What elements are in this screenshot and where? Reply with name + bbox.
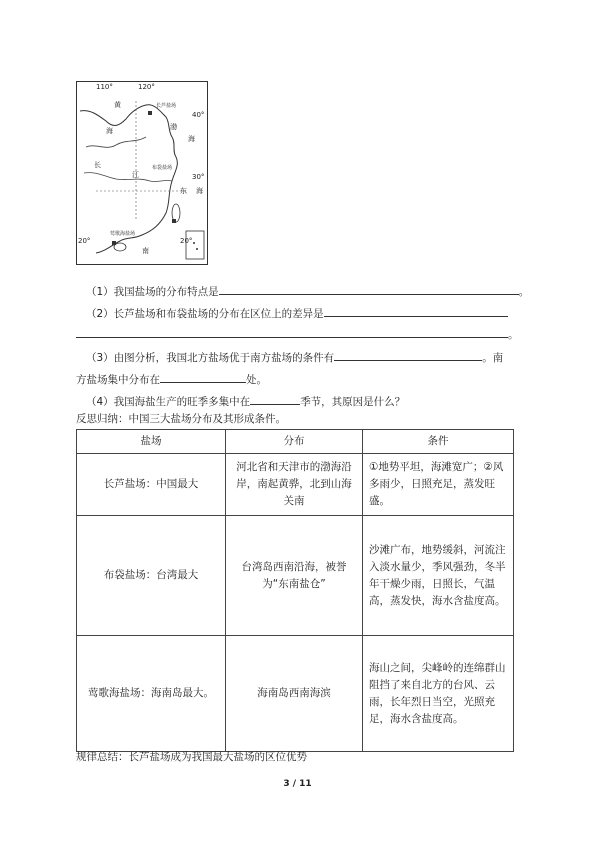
q2-answer-blank-1[interactable] — [324, 305, 508, 317]
page-number: 3 / 11 — [283, 779, 312, 789]
map-label-lat40: 40° — [192, 111, 205, 119]
question-3-cont — [76, 371, 267, 387]
question-2 — [86, 305, 508, 321]
row3-conditions: 海山之间，尖峰岭的连绵群山阻挡了来自北方的台风、云雨，长年烈日当空，光照充足，海水含盐度高。 — [363, 636, 514, 752]
map-label-lon120: 120° — [138, 83, 155, 91]
map-label-nan: 南 — [142, 247, 149, 255]
map-label-chang: 长 — [94, 161, 101, 169]
table-row — [77, 636, 514, 752]
reflection-heading: 反思归纳：中国三大盐场分布及其形成条件。 — [76, 413, 286, 425]
row1-conditions: ①地势平坦，海滩宽广；②风多雨少，日照充足，蒸发旺盛。 — [363, 454, 514, 516]
row1-name: 长芦盐场：中国最大 — [77, 454, 226, 516]
q4-label: （4）我国海盐生产的旺季多集中在 — [86, 396, 251, 408]
row2-distribution: 台湾岛西南沿海，被誉为“东南盐仓” — [226, 516, 363, 636]
row1-distribution: 河北省和天津市的渤海沿岸，南起黄骅，北到山海关南 — [226, 454, 363, 516]
salt-field-table — [76, 429, 514, 752]
map-label-lon110: 110° — [96, 83, 113, 91]
question-3 — [86, 349, 503, 365]
row2-conditions: 沙滩广布，地势缓斜，河流注入淡水量少，季风强劲，冬半年干燥少雨，日照长，气温高，蒸发快，海水含盐度高。 — [363, 516, 514, 636]
q4-answer-blank[interactable] — [250, 393, 300, 405]
question-4 — [86, 393, 405, 409]
question-2-cont — [76, 326, 519, 342]
q3-answer-blank-2[interactable] — [160, 371, 246, 383]
table-row — [77, 454, 514, 516]
q4-end: 季节，其原因是什么？ — [300, 396, 406, 408]
map-label-jiang: 江 — [132, 171, 139, 179]
map-label-hai3: 海 — [106, 127, 113, 135]
map-label-budai: 布袋盐场 — [152, 165, 173, 171]
q3-answer-blank-1[interactable] — [334, 349, 482, 361]
question-1 — [86, 283, 529, 299]
q1-end: 。 — [518, 286, 530, 298]
header-distribution: 分布 — [226, 430, 363, 454]
map-label-dong: 东 — [180, 187, 187, 195]
q1-label: （1）我国盐场的分布特点是 — [86, 286, 219, 298]
map-label-changlu: 长芦盐场 — [156, 103, 177, 109]
table-header-row — [77, 430, 514, 454]
row3-name: 莺歌海盐场：海南岛最大。 — [77, 636, 226, 752]
q3-cont: 方盐场集中分布在 — [76, 374, 160, 386]
map-label-huang: 黄 — [114, 101, 121, 109]
summary-line: 规律总结：长芦盐场成为我国最大盐场的区位优势 — [76, 751, 307, 763]
q3-label: （3）由图分析，我国北方盐场优于南方盐场的条件有 — [86, 352, 335, 364]
map-label-hai2: 海 — [196, 187, 203, 195]
map-label-lat20-left: 20° — [78, 237, 91, 245]
map-label-yingge: 莺歌海盐场 — [110, 231, 136, 237]
salt-field-map — [76, 81, 208, 265]
q2-end: 。 — [508, 329, 519, 341]
row2-name: 布袋盐场：台湾最大 — [77, 516, 226, 636]
q3-end: 处。 — [246, 374, 267, 386]
table-row — [77, 516, 514, 636]
header-salt-field: 盐场 — [77, 430, 226, 454]
map-label-lat20-right: 20° — [180, 237, 193, 245]
q2-label: （2）长芦盐场和布袋盐场的分布在区位上的差异是 — [86, 308, 324, 320]
map-label-hai1: 海 — [188, 135, 195, 143]
q3-mid: 。南 — [482, 352, 504, 364]
map-label-bo: 渤 — [170, 123, 177, 131]
map-label-lat30: 30° — [192, 173, 205, 181]
q2-answer-blank-2[interactable] — [76, 326, 508, 338]
row3-distribution: 海南岛西南海滨 — [226, 636, 363, 752]
q1-answer-blank[interactable] — [219, 283, 519, 295]
header-conditions: 条件 — [363, 430, 514, 454]
